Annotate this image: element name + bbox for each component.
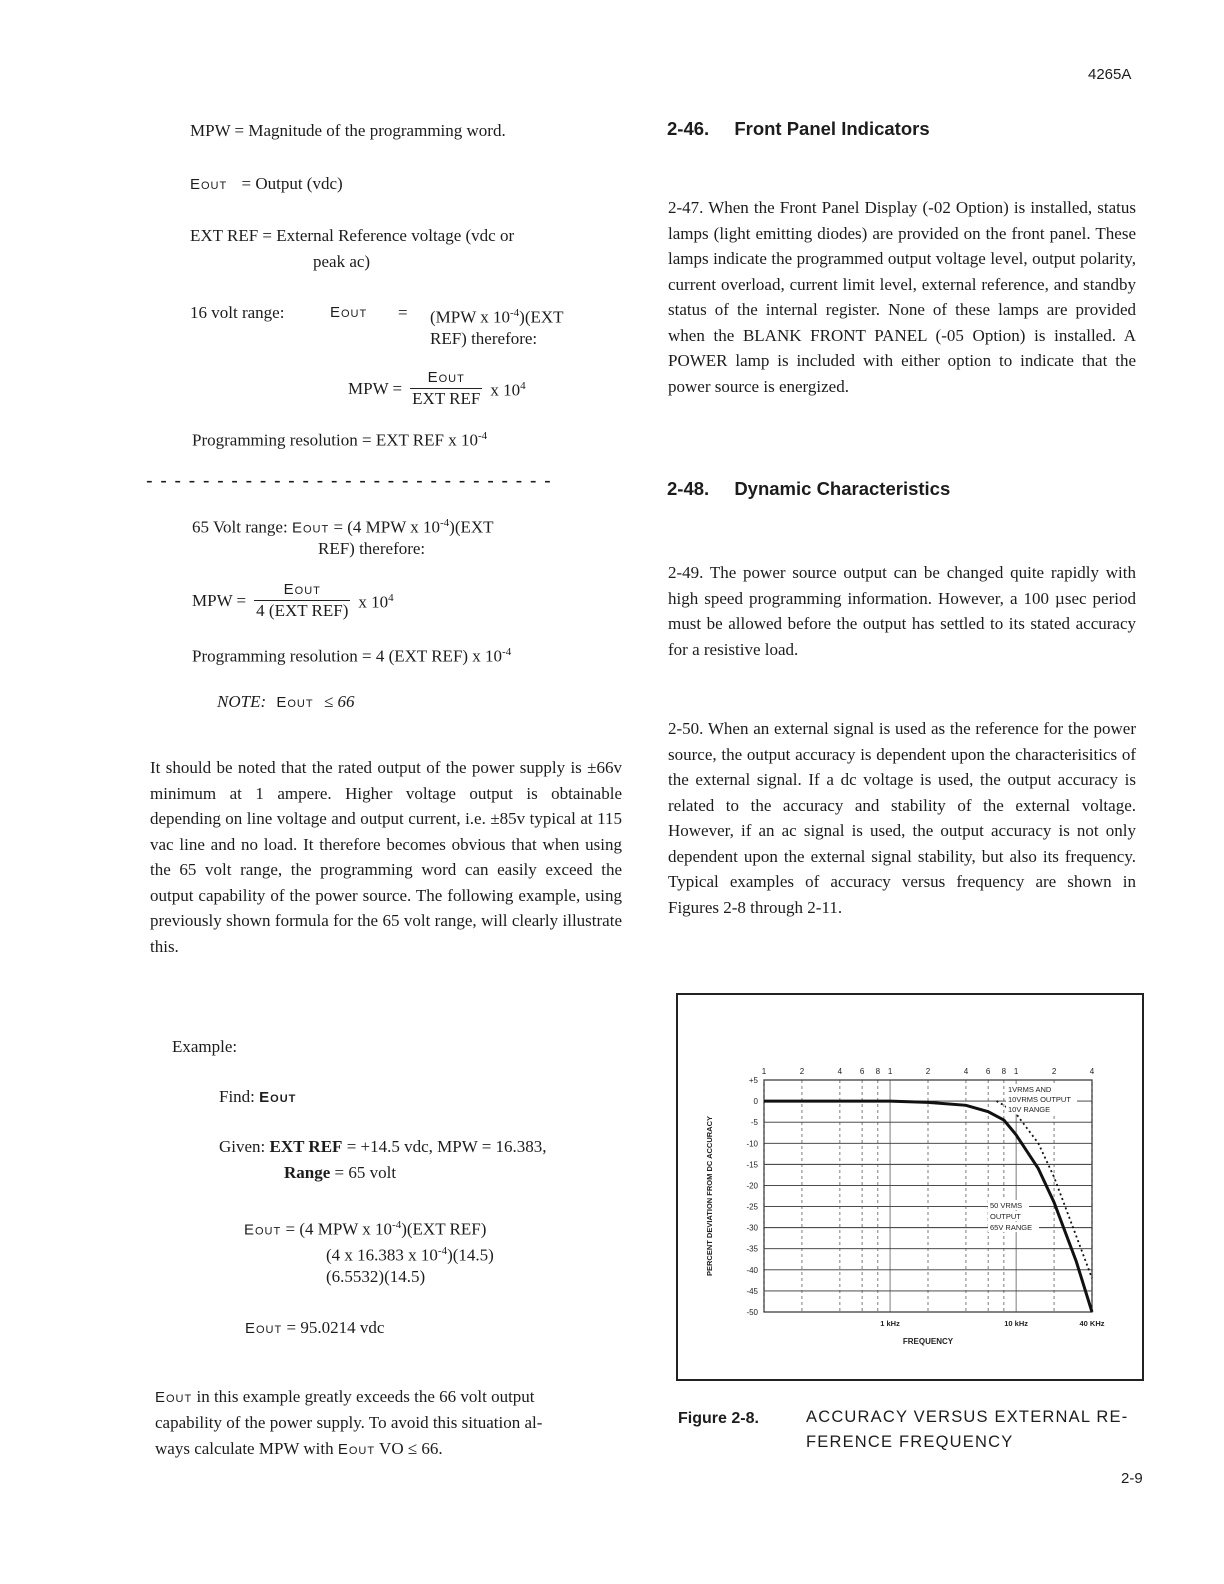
range65-multiplier	[358, 585, 393, 616]
given-rest: = +14.5 vdc, MPW = 16.383,	[342, 1137, 547, 1156]
section-2-46-title: Front Panel Indicators	[734, 118, 930, 139]
given-line1	[219, 1134, 547, 1160]
top-tick-label: 4	[1089, 1067, 1095, 1076]
range16-formula-line2: REF) therefore:	[430, 329, 538, 348]
calc-line1-part1: = (4 MPW x 10	[281, 1219, 393, 1239]
page-header-model: 4265A	[1088, 66, 1132, 83]
definition-mpw: MPW = Magnitude of the programming word.	[190, 121, 506, 140]
note	[217, 689, 354, 716]
range16-fraction	[410, 368, 482, 409]
range16-resolution	[192, 423, 487, 454]
top-tick-label: 1	[761, 1067, 767, 1076]
range16-numerator: Eout	[410, 368, 482, 389]
range16-formula-part2: )(EXT	[519, 307, 564, 327]
result-rest: = 95.0214 vdc	[282, 1318, 385, 1337]
range65-resolution-exp: -4	[502, 646, 512, 658]
range16-resolution-text: Programming resolution = EXT REF x 10	[192, 430, 478, 450]
calc-line2-exp: -4	[437, 1245, 448, 1257]
range65-label: 65 Volt range:	[192, 517, 292, 537]
series-annotation: 10V RANGE	[1008, 1105, 1051, 1114]
range65-denominator: 4 (EXT REF)	[256, 601, 349, 620]
closing-text1: in this example greatly exceeds the 66 volt output	[192, 1387, 535, 1406]
series-annotation: 65V RANGE	[990, 1223, 1033, 1232]
find-eout: Eout	[259, 1089, 297, 1106]
paragraph-2-47: 2-47. When the Front Panel Display (-02 Option) is installed, status lamps (light emitting diodes) are provided on the front panel. These lamps indicate the programmed output voltage level, output polarity, current overload, current limit level, external reference, and standby status of the internal register. None of these lamps are provided when the BLANK FRONT PANEL (-05 Option) is installed. A POWER lamp is included with either option to indicate that the power source is energized.	[668, 198, 1136, 396]
top-tick-label: 8	[1001, 1067, 1007, 1076]
accuracy-vs-frequency-chart	[678, 995, 1142, 1379]
given-range-label: Range	[284, 1163, 331, 1182]
note-eout: Eout	[276, 694, 314, 711]
top-tick-label: 2	[925, 1067, 931, 1076]
range65-part1: = (4 MPW x 10	[329, 517, 440, 537]
section-2-46-number: 2-46.	[667, 118, 710, 139]
eout-symbol: Eout	[190, 176, 228, 193]
section-divider: - - - - - - - - - - - - - - - - - - - - - - - - - - - - -	[146, 470, 552, 492]
series-annotation: 50 VRMS	[990, 1201, 1023, 1210]
y-tick-label: -40	[746, 1265, 758, 1275]
top-tick-label: 4	[963, 1067, 969, 1076]
range65-part2: )(EXT	[449, 517, 494, 537]
top-tick-label: 4	[837, 1067, 843, 1076]
note-label: NOTE:	[217, 692, 267, 711]
y-tick-label: -45	[746, 1286, 758, 1296]
calc-line2-part1: (4 x 16.383 x 10	[326, 1245, 438, 1265]
y-tick-label: -20	[746, 1181, 758, 1191]
result-eout: Eout	[245, 1320, 283, 1337]
closing-line2: capability of the power supply. To avoid this situation al-	[155, 1413, 543, 1432]
definition-extref-line2: peak ac)	[313, 252, 371, 271]
range65-mpw-lhs: MPW =	[192, 590, 247, 610]
figure-caption-line2: FERENCE FREQUENCY	[806, 1433, 1014, 1451]
range16-equals: =	[398, 303, 408, 322]
top-tick-label: 2	[1051, 1067, 1057, 1076]
result-line	[245, 1315, 384, 1342]
y-tick-label: -50	[746, 1308, 758, 1317]
range65-mult-text: x 10	[358, 592, 389, 612]
paragraph-2-50: 2-50. When an external signal is used as the reference for the power source, the output accuracy is dependent upon the characterisitics of the external signal. If a dc voltage is used, the output accuracy is related to the accuracy and stability of the external voltage. However, if an ac signal is used, the output accuracy is not only dependent upon the external signal stability, but also its frequency. Typical examples of accuracy versus frequency are shown in Figures 2-8 through 2-11.	[668, 719, 1136, 917]
definition-eout-text: = Output (vdc)	[241, 174, 343, 193]
note-rest: ≤ 66	[323, 692, 355, 711]
figure-label: Figure 2-8.	[678, 1410, 759, 1427]
top-tick-label: 6	[859, 1067, 865, 1076]
range65-eout: Eout	[291, 519, 330, 537]
section-2-46-heading	[667, 118, 930, 140]
range65-mpw-formula	[192, 580, 394, 621]
calc-line1-exp: -4	[392, 1219, 402, 1231]
closing-eout2: Eout	[337, 1441, 376, 1458]
x-tick-label: 40 KHz	[1079, 1319, 1105, 1328]
range65-mult-exp: 4	[388, 592, 394, 605]
paragraph-2-49: 2-49. The power source output can be changed quite rapidly with high speed programming information. However, a 100 µsec period must be allowed before the output has settled to its stated accuracy for a resistive load.	[668, 563, 1136, 659]
y-tick-label: -15	[746, 1160, 758, 1170]
y-tick-label: 0	[753, 1097, 758, 1107]
y-tick-label: -30	[746, 1223, 758, 1233]
y-tick-label: -10	[746, 1139, 758, 1149]
find-line	[219, 1084, 296, 1111]
range16-mult-exp: 4	[520, 380, 526, 393]
series-annotation: 1VRMS AND	[1008, 1085, 1052, 1094]
x-tick-label: 10 kHz	[1004, 1319, 1028, 1328]
top-tick-label: 2	[799, 1067, 805, 1076]
y-tick-label: -35	[746, 1244, 758, 1254]
example-label: Example:	[172, 1037, 238, 1056]
given-range-rest: = 65 volt	[330, 1163, 397, 1182]
calc-line3: (6.5532)(14.5)	[326, 1267, 426, 1286]
y-tick-label: -25	[746, 1202, 758, 1212]
definition-extref-line1: EXT REF = External Reference voltage (vdc or	[190, 226, 515, 245]
given-extref: EXT REF	[269, 1137, 343, 1156]
calc-line1-part2: )(EXT REF)	[401, 1219, 487, 1239]
closing-text3b: VO ≤ 66.	[375, 1439, 443, 1458]
find-label: Find:	[219, 1087, 260, 1106]
range16-label: 16 volt range:	[190, 303, 285, 322]
given-line2	[284, 1160, 396, 1186]
section-2-48-heading	[667, 478, 950, 500]
range16-multiplier	[490, 373, 525, 404]
range65-fraction	[254, 580, 350, 621]
calc-eout: Eout	[244, 1221, 282, 1239]
body-paragraph: It should be noted that the rated output of the power supply is ±66v minimum at 1 ampere. Higher voltage output is obtainable depending on line voltage and output current, i.e. ±85v typical at 115 vac line and no load. It therefore becomes obvious that when using the 65 volt range, the programming word can easily exceed the output capability of the power source. The following example, using previously shown formula for the 65 volt range, will clearly illustrate this.	[150, 758, 622, 956]
range65-exp: -4	[440, 517, 450, 529]
range16-denominator: EXT REF	[412, 389, 481, 408]
range65-resolution-text: Programming resolution = 4 (EXT REF) x 10	[192, 646, 503, 666]
x-tick-label: 1 kHz	[880, 1319, 900, 1328]
series-annotation: 10VRMS OUTPUT	[1008, 1095, 1071, 1104]
range16-formula-part1: (MPW x 10	[430, 307, 510, 327]
range65-formula-line2: REF) therefore:	[318, 539, 426, 558]
section-2-48-number: 2-48.	[667, 478, 710, 499]
range16-mpw-lhs: MPW =	[348, 378, 403, 398]
figure-2-8-frame	[676, 993, 1144, 1381]
top-tick-label: 1	[887, 1067, 893, 1076]
calc-line2-part2: )(14.5)	[447, 1245, 494, 1265]
range16-mpw-formula	[348, 368, 526, 409]
series-annotation: OUTPUT	[990, 1212, 1021, 1221]
x-axis-title: FREQUENCY	[902, 1337, 954, 1346]
y-tick-label: -5	[750, 1118, 758, 1128]
range16-formula-exp: -4	[509, 307, 520, 319]
range65-resolution	[192, 639, 511, 670]
closing-eout: Eout	[155, 1389, 193, 1406]
closing-line3	[155, 1436, 443, 1463]
given-label: Given:	[219, 1137, 270, 1156]
y-tick-label: +5	[748, 1076, 758, 1085]
definition-eout	[190, 171, 343, 198]
top-tick-label: 8	[875, 1067, 881, 1076]
y-axis-title: PERCENT DEVIATION FROM DC ACCURACY	[705, 1115, 714, 1277]
top-tick-label: 6	[985, 1067, 991, 1076]
section-2-48-title: Dynamic Characteristics	[734, 478, 951, 499]
range16-resolution-exp: -4	[478, 430, 488, 442]
closing-line1	[155, 1384, 535, 1411]
range65-numerator: Eout	[254, 580, 350, 601]
top-tick-label: 1	[1013, 1067, 1019, 1076]
range16-mult-text: x 10	[490, 380, 521, 400]
page-number: 2-9	[1121, 1470, 1143, 1487]
range16-eout: Eout	[330, 304, 368, 321]
closing-text3a: ways calculate MPW with	[155, 1439, 338, 1458]
figure-caption-line1: ACCURACY VERSUS EXTERNAL RE-	[806, 1408, 1129, 1426]
